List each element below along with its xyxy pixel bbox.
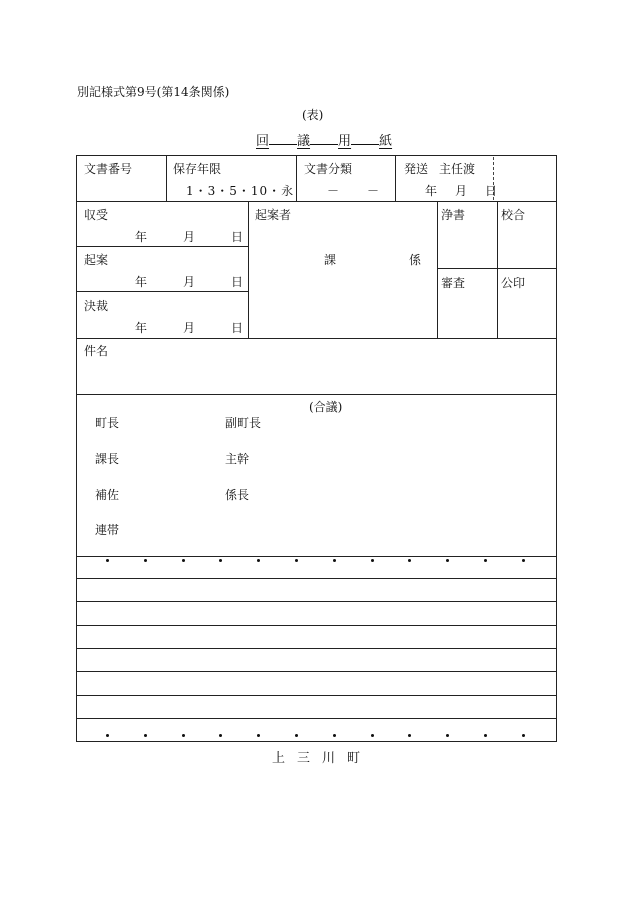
doc-class-values: － －	[327, 184, 388, 198]
row-dot	[295, 734, 298, 737]
row-dot	[371, 559, 374, 562]
dispatch-label: 発送	[404, 162, 429, 176]
row-dot	[144, 734, 147, 737]
mayor-label: 町長	[95, 416, 120, 430]
row-dot	[257, 559, 260, 562]
front-side-label: (表)	[302, 108, 324, 122]
clean-copy-label: 浄書	[441, 208, 466, 222]
row-dot	[446, 734, 449, 737]
approved-label: 決裁	[84, 299, 109, 313]
approved-year: 年	[135, 321, 148, 335]
row-dot	[144, 559, 147, 562]
town-char: 上	[272, 751, 286, 766]
doc-number-label: 文書番号	[84, 162, 133, 176]
row-dot	[484, 559, 487, 562]
row-dot	[257, 734, 260, 737]
row-dot	[295, 559, 298, 562]
row-dot	[106, 734, 109, 737]
assistant-label: 補佐	[95, 488, 120, 502]
row-dot	[484, 734, 487, 737]
joint-label: 連帯	[95, 523, 120, 537]
chief-officer-label: 主幹	[225, 452, 250, 466]
row-dot	[371, 734, 374, 737]
town-char: 町	[347, 751, 361, 766]
deputy-mayor-label: 副町長	[225, 416, 262, 430]
section-chief-label: 課長	[95, 452, 120, 466]
row-dot	[182, 734, 185, 737]
person-in-charge-label: 主任渡	[439, 162, 476, 176]
retention-label: 保存年限	[173, 162, 222, 176]
row-dot	[219, 559, 222, 562]
row-dot	[446, 559, 449, 562]
retention-options: 1・3・5・10・永	[186, 184, 295, 198]
review-label: 審査	[441, 276, 466, 290]
row-dot	[522, 559, 525, 562]
official-seal-label: 公印	[501, 276, 526, 290]
drafted-day: 日	[231, 275, 244, 289]
row-dot	[106, 559, 109, 562]
drafted-label: 起案	[84, 253, 109, 267]
town-char: 三	[297, 751, 311, 766]
title-char: 紙	[379, 134, 393, 149]
title-char: 用	[338, 134, 352, 149]
form-number-label: 別記様式第9号(第14条関係)	[77, 85, 230, 99]
received-day: 日	[231, 230, 244, 244]
doc-class-label: 文書分類	[304, 162, 353, 176]
received-month: 月	[183, 230, 196, 244]
approved-month: 月	[183, 321, 196, 335]
proofread-label: 校合	[501, 208, 526, 222]
town-name	[272, 747, 360, 766]
row-dot	[408, 734, 411, 737]
received-label: 収受	[84, 208, 109, 222]
subject-label: 件名	[84, 344, 109, 358]
row-dot	[333, 734, 336, 737]
row-dot	[333, 559, 336, 562]
drafted-year: 年	[135, 275, 148, 289]
row-dot	[408, 559, 411, 562]
subsection-chief-label: 係長	[225, 488, 250, 502]
title-char: 議	[297, 134, 311, 149]
row-dot	[182, 559, 185, 562]
row-dot	[219, 734, 222, 737]
staff-label: 係	[409, 253, 422, 267]
document-title	[256, 130, 392, 149]
dispatch-date: 年 月 日	[425, 184, 501, 198]
row-dot	[522, 734, 525, 737]
drafter-label: 起案者	[255, 208, 292, 222]
drafted-month: 月	[183, 275, 196, 289]
received-year: 年	[135, 230, 148, 244]
approved-day: 日	[231, 321, 244, 335]
consultation-label: (合議)	[309, 400, 343, 414]
town-char: 川	[322, 751, 336, 766]
title-char: 回	[256, 134, 270, 149]
section-label: 課	[324, 253, 337, 267]
